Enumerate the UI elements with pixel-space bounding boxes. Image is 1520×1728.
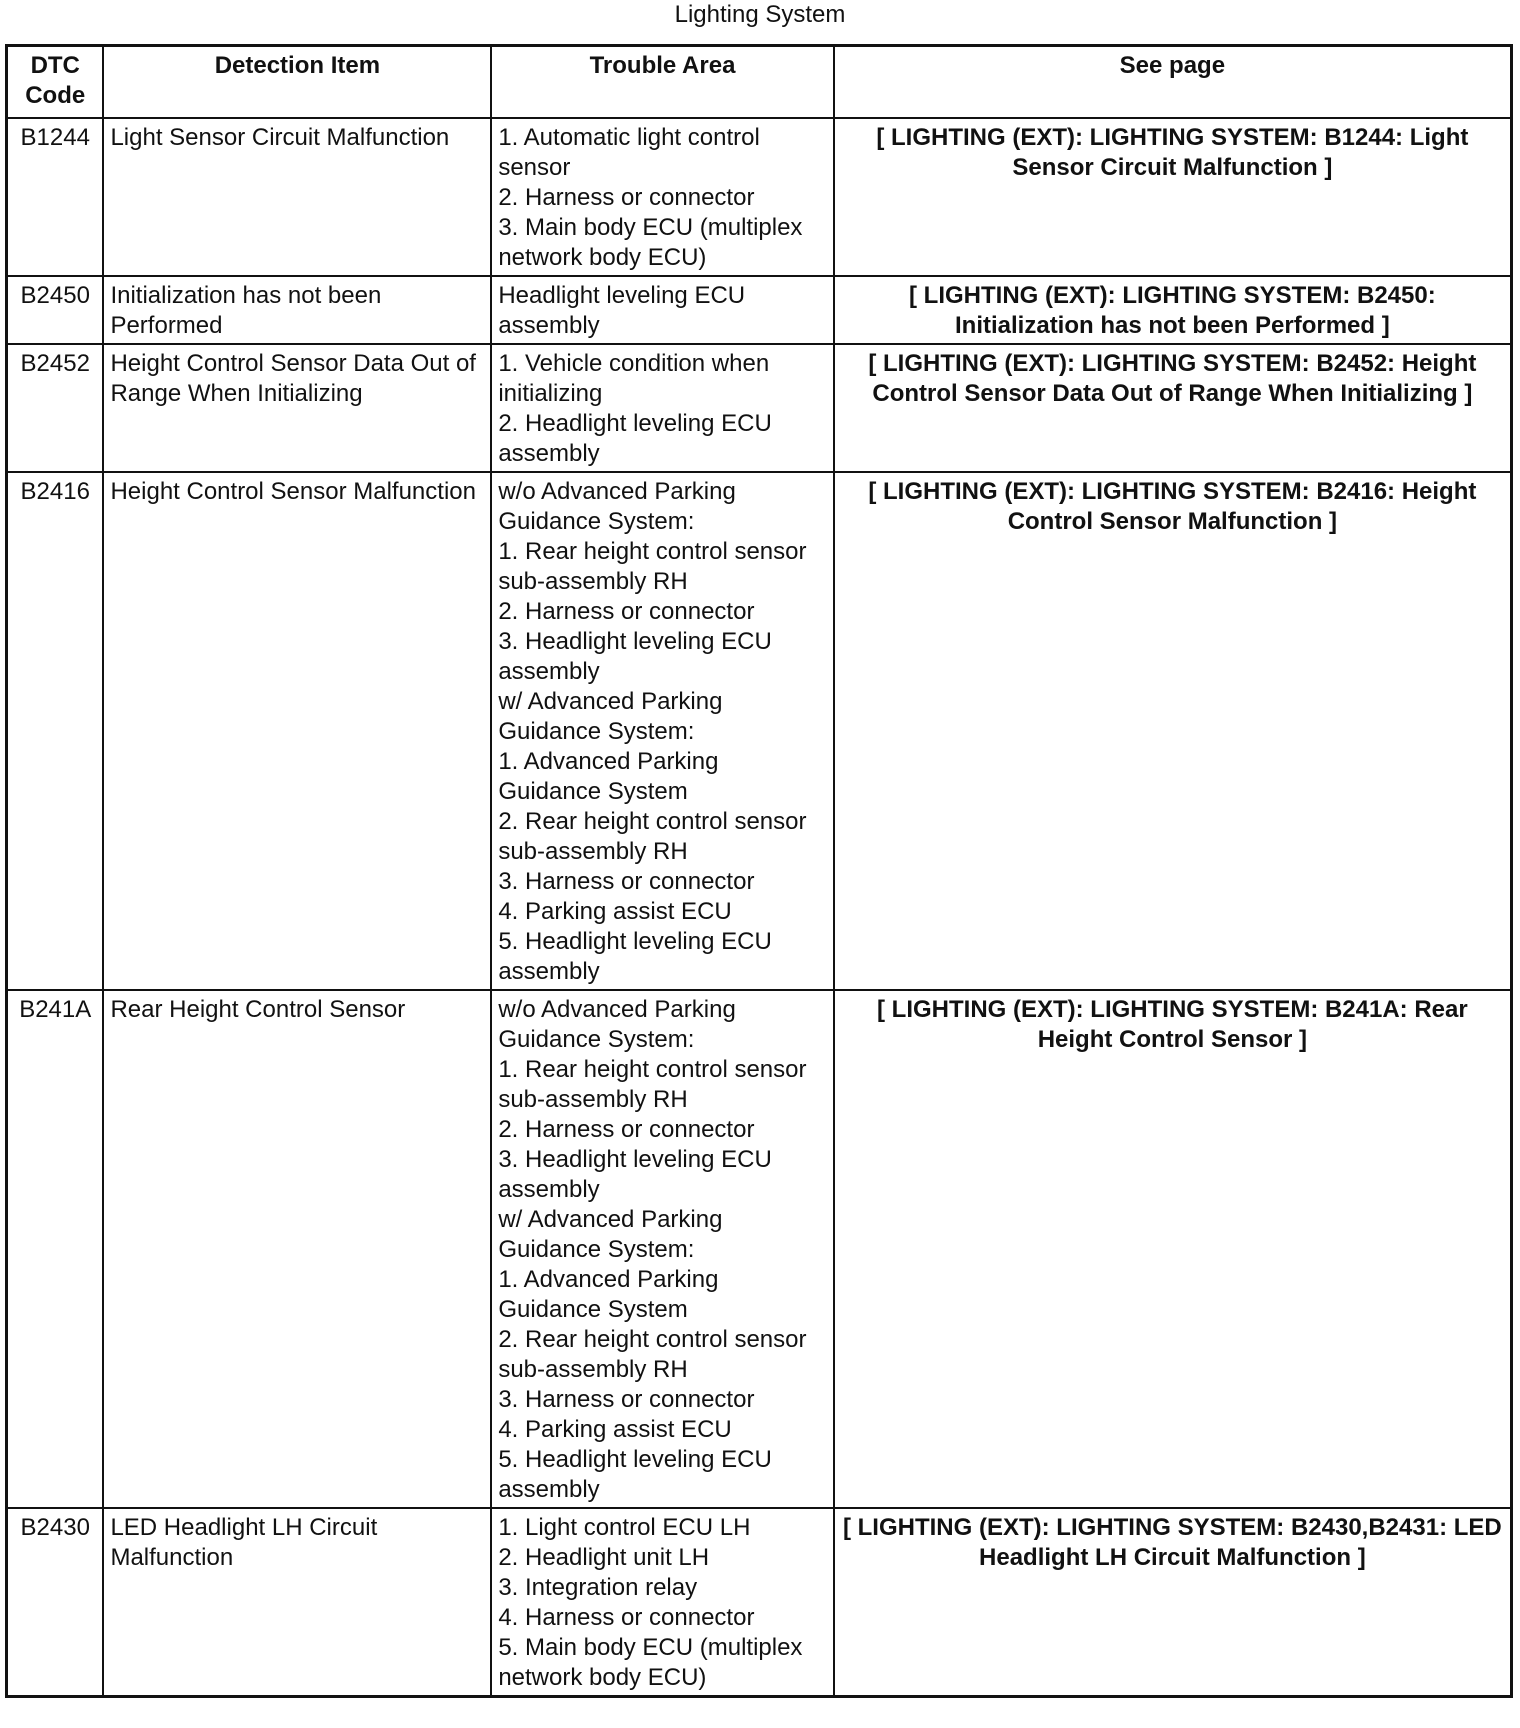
detection-item-cell: Light Sensor Circuit Malfunction [103, 118, 491, 276]
trouble-area-line: 3. Harness or connector [498, 868, 755, 895]
trouble-area-line: 3. Main body ECU (multiplex network body ECU) [498, 214, 803, 271]
header-dtc-code-line2: Code [25, 82, 86, 109]
header-trouble-area: Trouble Area [491, 46, 833, 119]
dtc-code-cell: B1244 [7, 118, 104, 276]
trouble-area-line: 5. Headlight leveling ECU assembly [498, 1446, 772, 1503]
see-page-link[interactable]: [ LIGHTING (EXT): LIGHTING SYSTEM: B2450: Initialization has not been Performed ] [834, 276, 1512, 344]
see-page-link[interactable]: [ LIGHTING (EXT): LIGHTING SYSTEM: B1244: Light Sensor Circuit Malfunction ] [834, 118, 1512, 276]
detection-item-cell: Rear Height Control Sensor [103, 990, 491, 1508]
trouble-area-line: 1. Automatic light control sensor [498, 124, 760, 181]
see-page-link[interactable]: [ LIGHTING (EXT): LIGHTING SYSTEM: B2452: Height Control Sensor Data Out of Range When Initializing ] [834, 344, 1512, 472]
trouble-area-line: 4. Parking assist ECU [498, 898, 732, 925]
header-detection-item: Detection Item [103, 46, 491, 119]
trouble-area-line: 1. Rear height control sensor sub-assembly RH [498, 538, 807, 595]
dtc-code-cell: B2452 [7, 344, 104, 472]
trouble-area-line: Headlight leveling ECU assembly [498, 282, 746, 339]
trouble-area-line: 4. Parking assist ECU [498, 1416, 732, 1443]
trouble-area-line: 2. Harness or connector [498, 598, 755, 625]
trouble-area-cell [491, 276, 833, 344]
trouble-area-line: w/o Advanced Parking Guidance System: [498, 478, 736, 535]
trouble-area-line: 5. Headlight leveling ECU assembly [498, 928, 772, 985]
trouble-area-line: 1. Vehicle condition when initializing [498, 350, 770, 407]
header-dtc-code [7, 46, 104, 119]
trouble-area-line: 4. Harness or connector [498, 1604, 755, 1631]
table-row [7, 1508, 1512, 1697]
see-page-link[interactable]: [ LIGHTING (EXT): LIGHTING SYSTEM: B2430,B2431: LED Headlight LH Circuit Malfunction ] [834, 1508, 1512, 1697]
dtc-table-header [7, 46, 1512, 119]
trouble-area-line: w/o Advanced Parking Guidance System: [498, 996, 736, 1053]
see-page-link[interactable]: [ LIGHTING (EXT): LIGHTING SYSTEM: B241A: Rear Height Control Sensor ] [834, 990, 1512, 1508]
table-row [7, 276, 1512, 344]
dtc-table-body [7, 118, 1512, 1697]
trouble-area-line: 5. Main body ECU (multiplex network body ECU) [498, 1634, 803, 1691]
trouble-area-cell [491, 472, 833, 990]
dtc-code-cell: B241A [7, 990, 104, 1508]
trouble-area-line: 1. Rear height control sensor sub-assembly RH [498, 1056, 807, 1113]
trouble-area-line: 1. Advanced Parking Guidance System [498, 1266, 719, 1323]
see-page-link[interactable]: [ LIGHTING (EXT): LIGHTING SYSTEM: B2416: Height Control Sensor Malfunction ] [834, 472, 1512, 990]
trouble-area-line: 3. Integration relay [498, 1574, 698, 1601]
trouble-area-cell [491, 118, 833, 276]
header-row [7, 46, 1512, 119]
trouble-area-line: 2. Headlight unit LH [498, 1544, 710, 1571]
table-row [7, 118, 1512, 276]
header-dtc-code-line1: DTC [30, 52, 80, 79]
table-row [7, 472, 1512, 990]
trouble-area-cell [491, 990, 833, 1508]
trouble-area-line: 1. Advanced Parking Guidance System [498, 748, 719, 805]
dtc-code-cell: B2450 [7, 276, 104, 344]
trouble-area-line: 3. Harness or connector [498, 1386, 755, 1413]
trouble-area-cell [491, 1508, 833, 1697]
document-title: Lighting System [674, 1, 846, 28]
trouble-area-line: 2. Harness or connector [498, 184, 755, 211]
trouble-area-line: 2. Harness or connector [498, 1116, 755, 1143]
table-row [7, 344, 1512, 472]
trouble-area-line: 2. Rear height control sensor sub-assembly RH [498, 808, 807, 865]
table-row [7, 990, 1512, 1508]
dtc-table [5, 44, 1513, 1698]
trouble-area-cell [491, 344, 833, 472]
dtc-code-cell: B2416 [7, 472, 104, 990]
detection-item-cell: Height Control Sensor Malfunction [103, 472, 491, 990]
trouble-area-line: w/ Advanced Parking Guidance System: [498, 688, 723, 745]
trouble-area-line: 2. Rear height control sensor sub-assembly RH [498, 1326, 807, 1383]
detection-item-cell: LED Headlight LH Circuit Malfunction [103, 1508, 491, 1697]
dtc-code-cell: B2430 [7, 1508, 104, 1697]
trouble-area-line: 3. Headlight leveling ECU assembly [498, 1146, 772, 1203]
trouble-area-line: 2. Headlight leveling ECU assembly [498, 410, 772, 467]
trouble-area-line: 1. Light control ECU LH [498, 1514, 751, 1541]
header-see-page: See page [834, 46, 1512, 119]
trouble-area-line: 3. Headlight leveling ECU assembly [498, 628, 772, 685]
trouble-area-line: w/ Advanced Parking Guidance System: [498, 1206, 723, 1263]
detection-item-cell: Initialization has not been Performed [103, 276, 491, 344]
detection-item-cell: Height Control Sensor Data Out of Range When Initializing [103, 344, 491, 472]
